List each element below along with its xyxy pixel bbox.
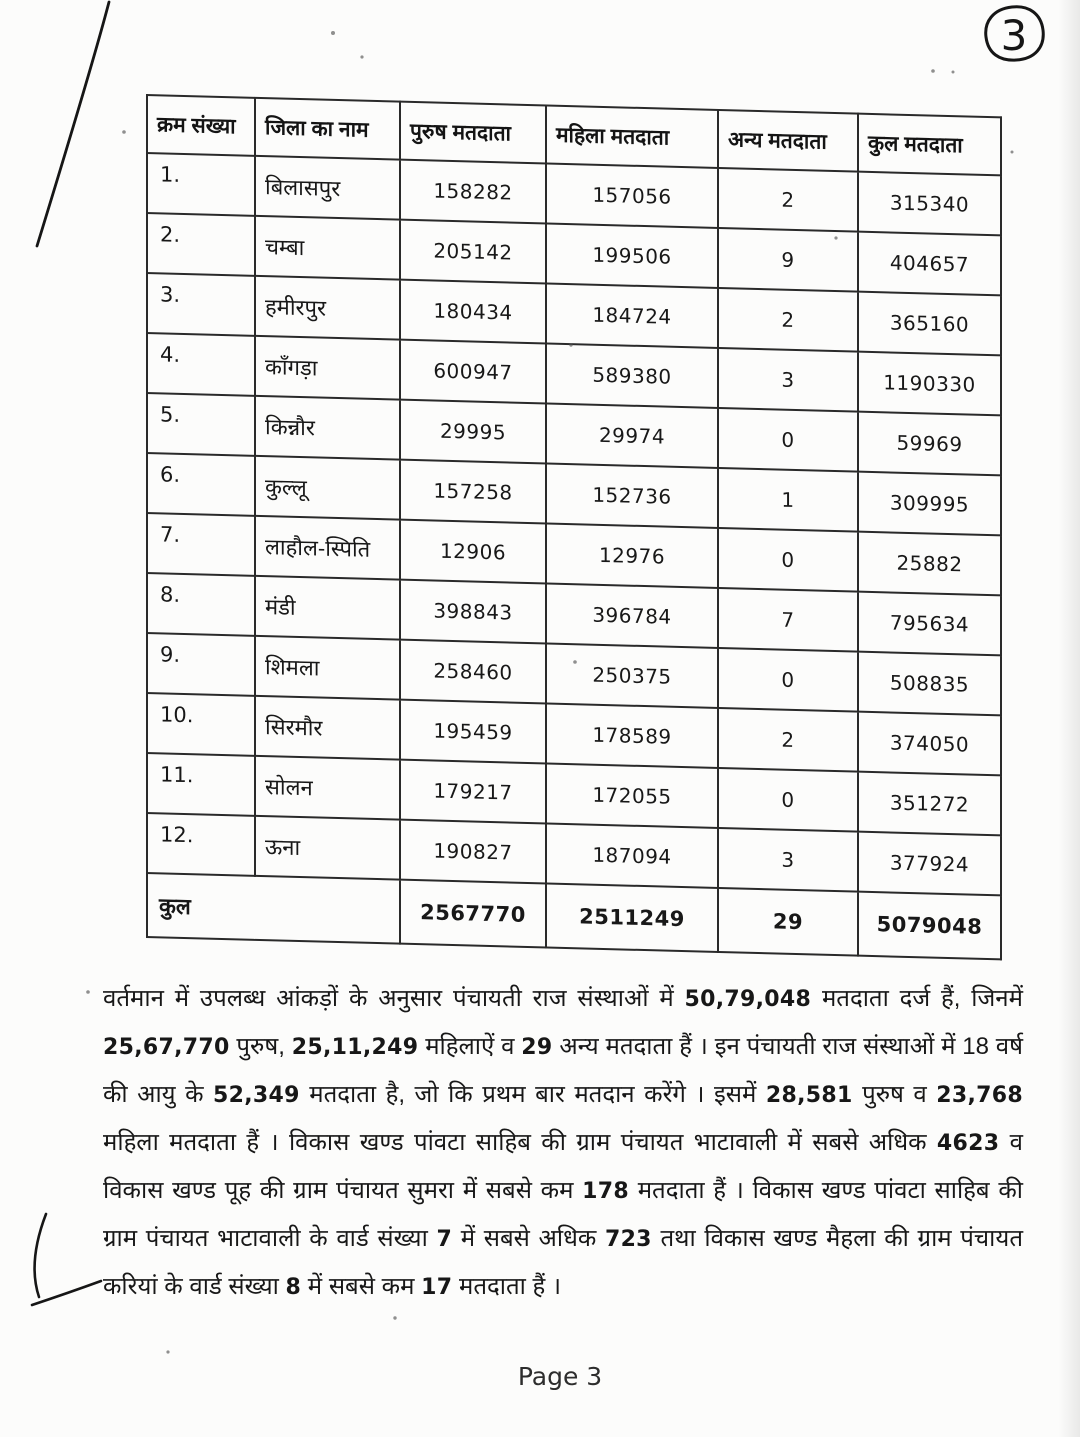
- paragraph-text: अन्य मतदाता हैं । इन पंचायती राज संस्थाओं में 18 वर्ष की आयु के: [103, 1033, 1023, 1108]
- female-voters-cell: 184724: [546, 283, 718, 348]
- female-voters-cell: 157056: [546, 163, 718, 228]
- female-voters-cell: 589380: [546, 343, 718, 408]
- highlighted-number: 4623: [936, 1131, 1000, 1156]
- highlighted-number: 25,11,249: [291, 1035, 419, 1060]
- voter-table-body: [147, 153, 1001, 895]
- female-voters-cell: 152736: [546, 463, 718, 528]
- paragraph-text: में सबसे अधिक: [452, 1225, 605, 1252]
- serial-cell: 8.: [147, 573, 255, 636]
- column-header-total: कुल मतदाता: [858, 114, 1001, 176]
- district-cell: काँगड़ा: [255, 336, 400, 400]
- other-voters-cell: 0: [718, 408, 858, 472]
- other-voters-cell: 2: [718, 288, 858, 352]
- total-label-cell: कुल: [147, 873, 400, 944]
- total-voters-cell: 59969: [858, 412, 1001, 476]
- district-cell: कुल्लू: [255, 456, 400, 520]
- female-voters-cell: 250375: [546, 643, 718, 708]
- circle-icon: [986, 7, 1044, 60]
- paragraph-text: व विकास खण्ड पूह की ग्राम पंचायत सुमरा में सबसे कम: [103, 1129, 1024, 1204]
- paragraph-text: तथा विकास खण्ड मैहला की ग्राम पंचायत करियां के वार्ड संख्या: [103, 1225, 1023, 1300]
- corner-page-number: 3: [1000, 11, 1028, 60]
- highlighted-number: 7: [436, 1227, 453, 1252]
- female-voters-cell: 187094: [546, 823, 718, 888]
- total-female-cell: 2511249: [546, 883, 718, 952]
- circled-page-number: [986, 7, 1044, 60]
- voter-table-container: [146, 94, 1000, 960]
- serial-cell: 3.: [147, 273, 255, 336]
- paragraph-text: पुरुष व: [852, 1081, 937, 1108]
- district-cell: सोलन: [255, 756, 400, 820]
- total-voters-cell: 365160: [858, 292, 1001, 356]
- female-voters-cell: 199506: [546, 223, 718, 288]
- district-voter-table: [146, 94, 1002, 960]
- female-voters-cell: 396784: [546, 583, 718, 648]
- female-voters-cell: 172055: [546, 763, 718, 828]
- page-number-footer: Page 3: [517, 1362, 603, 1391]
- paragraph-text: मतदाता हैं । विकास खण्ड पांवटा साहिब की ग्राम पंचायत भाटावाली के वार्ड संख्या: [103, 1177, 1023, 1252]
- other-voters-cell: 3: [718, 828, 858, 892]
- diagonal-pen-stroke: [37, 2, 109, 246]
- district-cell: चम्बा: [255, 216, 400, 280]
- column-header-male: पुरुष मतदाता: [400, 102, 546, 164]
- total-voters-cell: 351272: [858, 772, 1001, 836]
- serial-cell: 2.: [147, 213, 255, 276]
- other-voters-cell: 3: [718, 348, 858, 412]
- district-cell: सिरमौर: [255, 696, 400, 760]
- paragraph-text: महिलाऐं व: [418, 1033, 522, 1060]
- total-voters-cell: 309995: [858, 472, 1001, 536]
- highlighted-number: 23,768: [936, 1083, 1023, 1108]
- serial-cell: 10.: [147, 693, 255, 756]
- paragraph-text: मतदाता है, जो कि प्रथम बार मतदान करेंगे । इसमें: [299, 1081, 766, 1108]
- total-voters-cell: 795634: [858, 592, 1001, 656]
- serial-cell: 12.: [147, 813, 255, 876]
- highlighted-number: 29: [521, 1035, 553, 1060]
- serial-cell: 7.: [147, 513, 255, 576]
- serial-cell: 9.: [147, 633, 255, 696]
- district-cell: ऊना: [255, 816, 400, 880]
- district-cell: शिमला: [255, 636, 400, 700]
- serial-cell: 4.: [147, 333, 255, 396]
- serial-cell: 11.: [147, 753, 255, 816]
- male-voters-cell: 205142: [400, 220, 546, 284]
- highlighted-number: 17: [421, 1275, 453, 1300]
- male-voters-cell: 179217: [400, 760, 546, 824]
- column-header-female: महिला मतदाता: [546, 105, 718, 168]
- district-cell: किन्नौर: [255, 396, 400, 460]
- column-header-district: जिला का नाम: [255, 98, 400, 160]
- total-male-cell: 2567770: [400, 880, 546, 948]
- district-cell: हमीरपुर: [255, 276, 400, 340]
- serial-cell: 6.: [147, 453, 255, 516]
- other-voters-cell: 2: [718, 708, 858, 772]
- male-voters-cell: 600947: [400, 340, 546, 404]
- district-cell: बिलासपुर: [255, 156, 400, 220]
- male-voters-cell: 258460: [400, 640, 546, 704]
- highlighted-number: 52,349: [213, 1083, 300, 1108]
- other-voters-cell: 0: [718, 768, 858, 832]
- district-cell: मंडी: [255, 576, 400, 640]
- total-voters-cell: 404657: [858, 232, 1001, 296]
- district-cell: लाहौल-स्पिति: [255, 516, 400, 580]
- total-voters-cell: 377924: [858, 832, 1001, 896]
- highlighted-number: 50,79,048: [684, 987, 812, 1012]
- serial-cell: 5.: [147, 393, 255, 456]
- highlighted-number: 25,67,770: [103, 1035, 230, 1060]
- highlighted-number: 723: [604, 1227, 652, 1252]
- other-voters-cell: 0: [718, 648, 858, 712]
- other-voters-cell: 7: [718, 588, 858, 652]
- female-voters-cell: 178589: [546, 703, 718, 768]
- paragraph-text: महिला मतदाता हैं । विकास खण्ड पांवटा साहिब की ग्राम पंचायत भाटावाली में सबसे अधिक: [103, 1129, 937, 1156]
- total-voters-cell: 25882: [858, 532, 1001, 596]
- female-voters-cell: 12976: [546, 523, 718, 588]
- other-voters-cell: 0: [718, 528, 858, 592]
- male-voters-cell: 12906: [400, 520, 546, 584]
- total-voters-cell: 374050: [858, 712, 1001, 776]
- highlighted-number: 178: [582, 1179, 629, 1204]
- summary-paragraph: [103, 975, 1023, 1311]
- male-voters-cell: 180434: [400, 280, 546, 344]
- male-voters-cell: 398843: [400, 580, 546, 644]
- column-header-other: अन्य मतदाता: [718, 110, 858, 172]
- total-voters-cell: 508835: [858, 652, 1001, 716]
- paragraph-text: मतदाता हैं ।: [452, 1273, 562, 1300]
- total-voters-cell: 1190330: [858, 352, 1001, 416]
- paragraph-text: मतदाता दर्ज हैं, जिनमें: [811, 985, 1023, 1012]
- male-voters-cell: 195459: [400, 700, 546, 764]
- total-voters-cell: 315340: [858, 172, 1001, 236]
- male-voters-cell: 157258: [400, 460, 546, 524]
- paragraph-text: वर्तमान में उपलब्ध आंकड़ों के अनुसार पंचायती राज संस्थाओं में: [103, 985, 685, 1012]
- serial-cell: 1.: [147, 153, 255, 216]
- male-voters-cell: 190827: [400, 820, 546, 884]
- other-voters-cell: 1: [718, 468, 858, 532]
- scan-edge-shading: [1058, 0, 1080, 1437]
- highlighted-number: 28,581: [765, 1083, 853, 1108]
- total-total-cell: 5079048: [858, 892, 1001, 960]
- handwritten-check-mark: [32, 1214, 101, 1305]
- paragraph-text: में सबसे कम: [301, 1273, 422, 1300]
- other-voters-cell: 9: [718, 228, 858, 292]
- highlighted-number: 8: [285, 1275, 302, 1300]
- other-voters-cell: 2: [718, 168, 858, 232]
- column-header-serial: क्रम संख्या: [147, 95, 255, 156]
- total-other-cell: 29: [718, 888, 858, 956]
- female-voters-cell: 29974: [546, 403, 718, 468]
- male-voters-cell: 29995: [400, 400, 546, 464]
- paragraph-text: पुरुष,: [229, 1033, 292, 1060]
- male-voters-cell: 158282: [400, 160, 546, 224]
